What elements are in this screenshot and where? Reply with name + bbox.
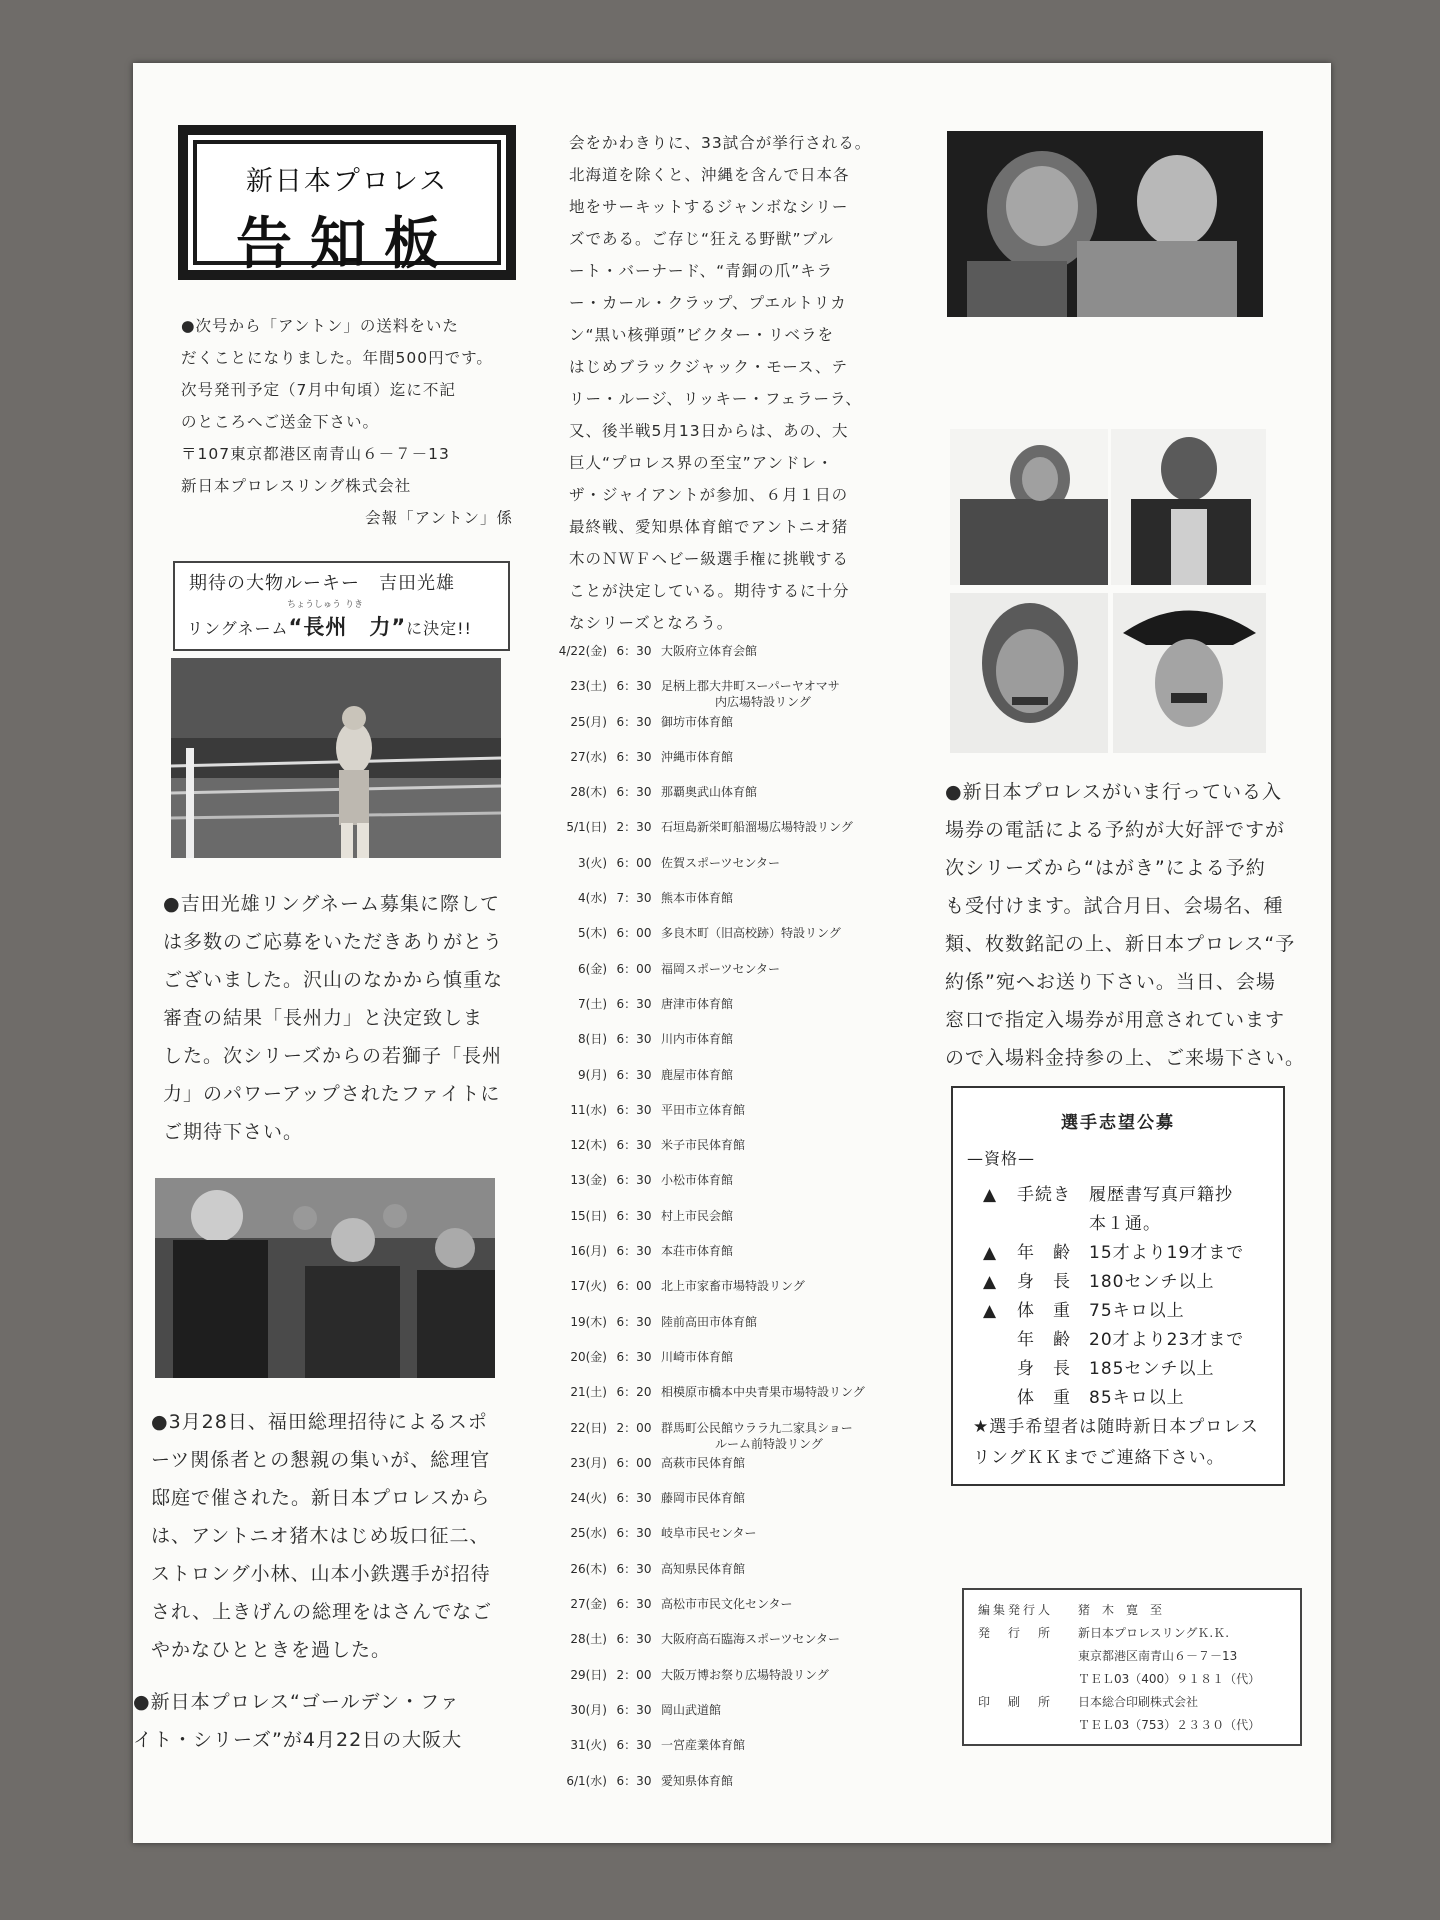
series-intro-line: ●新日本プロレス“ゴールデン・ファ: [133, 1691, 460, 1713]
schedule-time: 6：00: [616, 961, 652, 976]
schedule-row: [555, 678, 875, 713]
series-text-line: ザ・ジャイアントが参加、６月１日の: [569, 486, 849, 504]
fee-notice-line: 次号発刊予定（7月中旬頃）迄に不記: [181, 381, 456, 399]
photo-wrestler-4: [1113, 593, 1266, 753]
recruit-requirement: [983, 1180, 1233, 1205]
rookie-announcement: [173, 561, 510, 651]
schedule-row: [555, 1067, 875, 1102]
recruit-requirement: [983, 1354, 1214, 1379]
requirement-label: 年 齢: [1017, 1243, 1071, 1263]
fee-notice: [181, 310, 521, 534]
schedule-time: 6：30: [616, 679, 652, 694]
schedule-time: 6：30: [616, 1561, 652, 1576]
schedule-date: 16(月): [570, 1244, 607, 1259]
schedule-date: 25(月): [570, 714, 607, 729]
schedule-venue: 陸前高田市体育館: [661, 1314, 758, 1329]
schedule-venue: 多良木町（旧高校跡）特設リング: [661, 926, 841, 941]
colophon-value: 猪 木 寛 至: [1078, 1603, 1163, 1617]
schedule-venue: 岡山武道館: [661, 1702, 722, 1717]
header-subtitle: 新日本プロレス: [245, 166, 449, 197]
schedule-time: 6：00: [616, 1455, 652, 1470]
schedule-time: 6：30: [616, 1526, 652, 1541]
requirement-label: 身 長: [1017, 1272, 1071, 1292]
colophon-label: 発 行 所: [978, 1626, 1054, 1640]
schedule-date: 31(火): [570, 1738, 607, 1753]
schedule-venue: 沖縄市体育館: [661, 749, 734, 764]
series-text-line: ことが決定している。期待するに十分: [569, 582, 850, 600]
series-text-line: なシリーズとなろう。: [569, 614, 734, 632]
schedule-row: [555, 819, 875, 854]
schedule-venue: 大阪府立体育会館: [661, 644, 758, 658]
rookie-ruby-1: ちょうしゅう: [287, 600, 342, 610]
rookie-line2: [187, 611, 472, 641]
schedule-venue: 川内市体育館: [661, 1032, 734, 1047]
fukuda-text-line: ーツ関係者との懇親の集いが、総理官: [151, 1449, 491, 1471]
schedule-time: 6：30: [616, 749, 652, 764]
photo-fukuda-gathering: [155, 1178, 495, 1378]
schedule-time: 6：30: [616, 1314, 652, 1329]
schedule-time: 6：30: [616, 1773, 652, 1788]
schedule-venue: 相模原市橋本中央青果市場特設リング: [661, 1385, 865, 1400]
fukuda-text-line: 邸庭で催された。新日本プロレスから: [151, 1487, 491, 1509]
ticket-text-line: も受付けます。試合月日、会場名、種: [945, 895, 1284, 917]
schedule-venue: 御坊市体育館: [661, 714, 734, 729]
schedule-row: [555, 643, 875, 678]
schedule-row: [555, 1455, 875, 1490]
schedule-venue: 川崎市体育館: [661, 1349, 734, 1364]
schedule-row: [555, 855, 875, 890]
colophon-box: [962, 1588, 1302, 1746]
schedule-venue: 高知県民体育館: [661, 1561, 746, 1576]
recruit-requirement: [983, 1325, 1244, 1350]
header-title: 告知板: [236, 212, 458, 277]
schedule-row: [555, 1031, 875, 1066]
schedule-date: 24(火): [570, 1491, 607, 1506]
schedule-venue: 那覇奥武山体育館: [661, 785, 758, 800]
schedule-time: 6：30: [616, 1244, 652, 1259]
schedule-venue: 大阪万博お祭り広場特設リング: [661, 1667, 829, 1682]
schedule-venue: 村上市民会館: [661, 1208, 734, 1223]
recruit-title: 選手志望公募: [1061, 1113, 1175, 1133]
schedule-date: 15(日): [570, 1208, 607, 1223]
schedule-row: [555, 1384, 875, 1419]
schedule-venue: 一宮産業体育館: [661, 1738, 746, 1753]
schedule-row: [555, 1102, 875, 1137]
colophon-row: [978, 1625, 1229, 1641]
fee-notice-line: ●次号から「アントン」の送料をいた: [181, 317, 459, 335]
schedule-date: 5(木): [578, 926, 607, 941]
schedule-venue: 鹿屋市体育館: [661, 1067, 734, 1082]
schedule-date: 23(月): [570, 1455, 607, 1470]
series-text-line: 北海道を除くと、沖縄を含んで日本各: [569, 166, 850, 184]
schedule-venue-cont: 内広場特設リング: [715, 695, 811, 710]
schedule-date: 22(日): [570, 1420, 607, 1435]
colophon-row: [978, 1648, 1237, 1664]
photo-wrestlers-top: [947, 131, 1263, 317]
schedule-date: 27(水): [570, 749, 607, 764]
schedule-row: [555, 1737, 875, 1772]
schedule-venue: 唐津市体育館: [661, 996, 734, 1011]
fukuda-text-line: ●3月28日、福田総理招待によるスポ: [151, 1411, 488, 1433]
schedule-date: 13(金): [570, 1173, 607, 1188]
schedule-venue: 群馬町公民館ウララ九二家具ショー: [661, 1420, 853, 1435]
schedule-date: 25(水): [570, 1526, 607, 1541]
series-text-line: 巨人“プロレス界の至宝”アンドレ・: [569, 454, 834, 472]
choshu-text-line: は多数のご応募をいただきありがとう: [163, 931, 504, 953]
choshu-text-line: した。次シリーズからの若獅子「長州: [163, 1045, 503, 1067]
series-intro-text: [133, 1683, 513, 1759]
triangle-bullet-icon: ▲: [983, 1185, 998, 1205]
schedule-time: 2：00: [616, 1667, 652, 1682]
fukuda-text-line: やかなひとときを過した。: [151, 1639, 392, 1661]
schedule-row: [555, 1561, 875, 1596]
schedule-time: 6：30: [616, 714, 652, 729]
schedule-time: 6：30: [616, 644, 652, 658]
fukuda-text-line: は、アントニオ猪木はじめ坂口征二、: [151, 1525, 490, 1547]
fukuda-gathering-text: [151, 1403, 511, 1669]
series-text-line: はじめブラックジャック・モース、テ: [569, 358, 848, 376]
schedule-venue: 足柄上郡大井町スーパーヤオマサ: [661, 679, 840, 694]
schedule-date: 5/1(日): [566, 820, 607, 835]
colophon-label: 編集発行人: [978, 1603, 1054, 1617]
schedule-date: 11(水): [570, 1102, 607, 1117]
schedule-date: 29(日): [570, 1667, 607, 1682]
schedule-row: [555, 1243, 875, 1278]
schedule-date: 21(土): [570, 1385, 607, 1400]
schedule-row: [555, 1490, 875, 1525]
schedule-time: 6：30: [616, 1173, 652, 1188]
photo-wrestler-2: [1111, 429, 1266, 585]
ticket-reservation-text: [945, 773, 1315, 1077]
choshu-text-line: ございました。沢山のなかから慎重な: [163, 969, 504, 991]
schedule-row: [555, 1702, 875, 1737]
schedule-time: 6：30: [616, 1138, 652, 1153]
colophon-value: 日本総合印刷株式会社: [1078, 1695, 1199, 1709]
schedule-venue: 佐賀スポーツセンター: [661, 855, 781, 870]
schedule-date: 30(月): [570, 1702, 607, 1717]
recruit-requirement: [983, 1383, 1185, 1408]
rookie-line2-prefix: リングネーム: [187, 619, 289, 638]
choshu-text-line: 審査の結果「長州力」と決定致しま: [163, 1007, 484, 1029]
schedule-date: 12(木): [570, 1138, 607, 1153]
requirement-value: 75キロ以上: [1089, 1301, 1185, 1321]
colophon-row: [978, 1717, 1260, 1733]
series-text-line: 最終戦、愛知県体育館でアントニオ猪: [569, 518, 849, 536]
series-text-line: ン“黒い核弾頭”ビクター・リベラを: [569, 326, 834, 344]
recruit-requirement: [983, 1238, 1244, 1263]
schedule-row: [555, 1137, 875, 1172]
schedule-row: [555, 1525, 875, 1560]
requirement-label: 身 長: [1017, 1359, 1071, 1379]
schedule-time: 6：30: [616, 1349, 652, 1364]
schedule-date: 8(日): [578, 1032, 607, 1047]
schedule-time: 6：30: [616, 996, 652, 1011]
fee-notice-line: 新日本プロレスリング株式会社: [181, 477, 412, 495]
fee-notice-line: 〒107東京都港区南青山６－７－13: [181, 445, 450, 463]
schedule-venue: 本荘市体育館: [661, 1244, 734, 1259]
colophon-value: ＴＥＬ03（400）９１８１（代）: [1078, 1672, 1261, 1686]
schedule-date: 20(金): [570, 1349, 607, 1364]
schedule-time: 6：30: [616, 1067, 652, 1082]
requirement-value: 85キロ以上: [1089, 1388, 1185, 1408]
schedule-date: 26(木): [570, 1561, 607, 1576]
photo-wrestler-1: [950, 429, 1108, 585]
rookie-line2-suffix: に決定!!: [406, 619, 472, 638]
choshu-text-line: ご期待下さい。: [163, 1121, 304, 1143]
fee-notice-line: だくことになりました。年間500円です。: [181, 349, 493, 367]
schedule-row: [555, 1773, 875, 1808]
schedule-venue: 熊本市体育館: [661, 891, 734, 906]
series-intro-line: イト・シリーズ”が4月22日の大阪大: [133, 1729, 463, 1751]
requirement-value: 185センチ以上: [1089, 1359, 1215, 1379]
fukuda-text-line: ストロング小林、山本小鉄選手が招待: [151, 1563, 491, 1585]
ticket-text-line: 約係”宛へお送り下さい。当日、会場: [945, 971, 1276, 993]
schedule-row: [555, 714, 875, 749]
series-text-line: ー・カール・クラップ、プエルトリカ: [569, 294, 847, 312]
colophon-row: [978, 1671, 1260, 1687]
schedule-row: [555, 1420, 875, 1455]
series-text-line: 地をサーキットするジャンボなシリー: [569, 198, 849, 216]
choshu-text-line: ●吉田光雄リングネーム募集に際して: [163, 893, 501, 915]
schedule-row: [555, 1631, 875, 1666]
schedule-date: 7(土): [578, 996, 607, 1011]
schedule-date: 6/1(水): [566, 1773, 607, 1788]
colophon-label: 印 刷 所: [978, 1695, 1054, 1709]
schedule-time: 6：30: [616, 1032, 652, 1047]
fee-notice-line: のところへご送金下さい。: [181, 413, 380, 431]
schedule-date: 3(火): [578, 855, 607, 870]
requirement-value: 履歴書写真戸籍抄: [1089, 1185, 1233, 1205]
schedule-venue: 高松市市民文化センター: [661, 1597, 793, 1612]
triangle-bullet-icon: ▲: [983, 1243, 998, 1263]
recruit-requirement: [983, 1296, 1185, 1321]
colophon-row: [978, 1602, 1162, 1618]
header-box: [178, 125, 516, 280]
photo-choshu-ring: [171, 658, 501, 858]
series-description-text: [569, 127, 909, 639]
schedule-row: [555, 961, 875, 996]
ticket-text-line: 類、枚数銘記の上、新日本プロレス“予: [945, 933, 1296, 955]
schedule-date: 19(木): [570, 1314, 607, 1329]
schedule-date: 17(火): [570, 1279, 607, 1294]
schedule-date: 9(月): [578, 1067, 607, 1082]
ticket-text-line: 場券の電話による予約が大好評ですが: [945, 819, 1286, 841]
schedule-time: 6：30: [616, 1632, 652, 1647]
schedule-row: [555, 1667, 875, 1702]
schedule-venue: 石垣島新栄町船溜場広場特設リング: [661, 820, 853, 835]
schedule-venue: 平田市立体育館: [661, 1102, 746, 1117]
colophon-row: [978, 1694, 1198, 1710]
schedule-time: 7：30: [616, 891, 652, 906]
schedule-row: [555, 925, 875, 960]
schedule-venue: 福岡スポーツセンター: [661, 961, 781, 976]
schedule-time: 6：00: [616, 926, 652, 941]
schedule-venue-cont: ルーム前特設リング: [715, 1436, 823, 1451]
schedule-venue: 高萩市民体育館: [661, 1455, 746, 1470]
requirement-label: 年 齢: [1017, 1330, 1071, 1350]
schedule-venue: 藤岡市民体育館: [661, 1491, 746, 1506]
schedule-time: 6：00: [616, 855, 652, 870]
choshu-text-line: 力」のパワーアップされたファイトに: [163, 1083, 501, 1105]
ticket-text-line: ●新日本プロレスがいま行っている入: [945, 781, 1283, 803]
photo-wrestler-3: [950, 593, 1108, 753]
series-text-line: リー・ルージ、リッキー・フェラーラ、: [569, 390, 862, 408]
schedule-venue: 米子市民体育館: [661, 1138, 746, 1153]
series-text-line: 又、後半戦5月13日からは、あの、大: [569, 422, 849, 440]
newsletter-page: [133, 63, 1331, 1843]
recruit-requirement: [983, 1267, 1214, 1292]
schedule-time: 6：20: [616, 1385, 652, 1400]
series-text-line: 会をかわきりに、33試合が挙行される。: [569, 134, 872, 152]
schedule-row: [555, 1596, 875, 1631]
colophon-value: 新日本プロレスリングＫ.Ｋ.: [1078, 1626, 1230, 1640]
schedule-row: [555, 1314, 875, 1349]
schedule-row: [555, 749, 875, 784]
choshu-announcement-text: [163, 885, 513, 1151]
requirement-value: 20才より23才まで: [1089, 1330, 1245, 1350]
schedule-list: [555, 643, 875, 1808]
schedule-row: [555, 784, 875, 819]
triangle-bullet-icon: ▲: [983, 1301, 998, 1321]
recruit-box: [951, 1086, 1285, 1486]
requirement-value: 180センチ以上: [1089, 1272, 1215, 1292]
fee-signature: 会報「アントン」係: [365, 509, 513, 527]
schedule-date: 4/22(金): [558, 644, 607, 658]
requirement-value: 15才より19才まで: [1089, 1243, 1245, 1263]
schedule-time: 2：30: [616, 820, 652, 835]
recruit-note: ★選手希望者は随時新日本プロレスリングＫＫまでご連絡下さい。: [973, 1417, 1259, 1468]
ticket-text-line: 次シリーズから“はがき”による予約: [945, 857, 1266, 879]
fukuda-text-line: され、上きげんの総理をはさんでなご: [151, 1601, 493, 1623]
schedule-row: [555, 890, 875, 925]
rookie-line1: 期待の大物ルーキー 吉田光雄: [189, 573, 455, 594]
schedule-venue: 大阪府高石臨海スポーツセンター: [661, 1632, 841, 1647]
schedule-venue: 愛知県体育館: [661, 1773, 734, 1788]
schedule-date: 28(木): [570, 785, 607, 800]
schedule-date: 28(土): [570, 1632, 607, 1647]
schedule-venue: 岐阜市民センター: [661, 1526, 757, 1541]
schedule-date: 27(金): [570, 1597, 607, 1612]
schedule-time: 6：30: [616, 1208, 652, 1223]
ticket-text-line: 窓口で指定入場券が用意されています: [945, 1009, 1286, 1031]
schedule-time: 6：30: [616, 1597, 652, 1612]
requirement-label: 体 重: [1017, 1388, 1071, 1408]
rookie-ruby-2: りき: [345, 600, 364, 610]
recruit-section: —資格—: [967, 1149, 1036, 1168]
schedule-time: 6：30: [616, 1702, 652, 1717]
schedule-row: [555, 1172, 875, 1207]
schedule-venue: 北上市家畜市場特設リング: [661, 1279, 805, 1294]
schedule-time: 6：30: [616, 785, 652, 800]
schedule-row: [555, 996, 875, 1031]
schedule-date: 6(金): [578, 961, 607, 976]
schedule-time: 2：00: [616, 1420, 652, 1435]
ticket-text-line: ので入場料金持参の上、ご来場下さい。: [945, 1047, 1306, 1069]
series-text-line: ズである。ご存じ“狂える野獣”ブル: [569, 230, 834, 248]
schedule-date: 4(水): [578, 891, 607, 906]
recruit-requirement: [983, 1209, 1161, 1234]
triangle-bullet-icon: ▲: [983, 1272, 998, 1292]
schedule-time: 6：30: [616, 1491, 652, 1506]
colophon-value: ＴＥＬ03（753）２３３０（代）: [1078, 1718, 1261, 1732]
schedule-time: 6：30: [616, 1102, 652, 1117]
schedule-row: [555, 1278, 875, 1313]
series-text-line: ート・バーナード、“青銅の爪”キラ: [569, 262, 834, 280]
requirement-label: 手続き: [1017, 1185, 1071, 1205]
schedule-time: 6：00: [616, 1279, 652, 1294]
schedule-row: [555, 1349, 875, 1384]
rookie-ring-name: “長州 力”: [288, 615, 407, 639]
schedule-row: [555, 1208, 875, 1243]
requirement-value: 本１通。: [1089, 1214, 1161, 1234]
schedule-date: 23(土): [570, 679, 607, 694]
series-text-line: 木のＮＷＦヘビー級選手権に挑戦する: [569, 550, 849, 568]
schedule-venue: 小松市体育館: [661, 1173, 734, 1188]
schedule-time: 6：30: [616, 1738, 652, 1753]
colophon-value: 東京都港区南青山６－７－13: [1078, 1649, 1238, 1663]
requirement-label: 体 重: [1017, 1301, 1071, 1321]
